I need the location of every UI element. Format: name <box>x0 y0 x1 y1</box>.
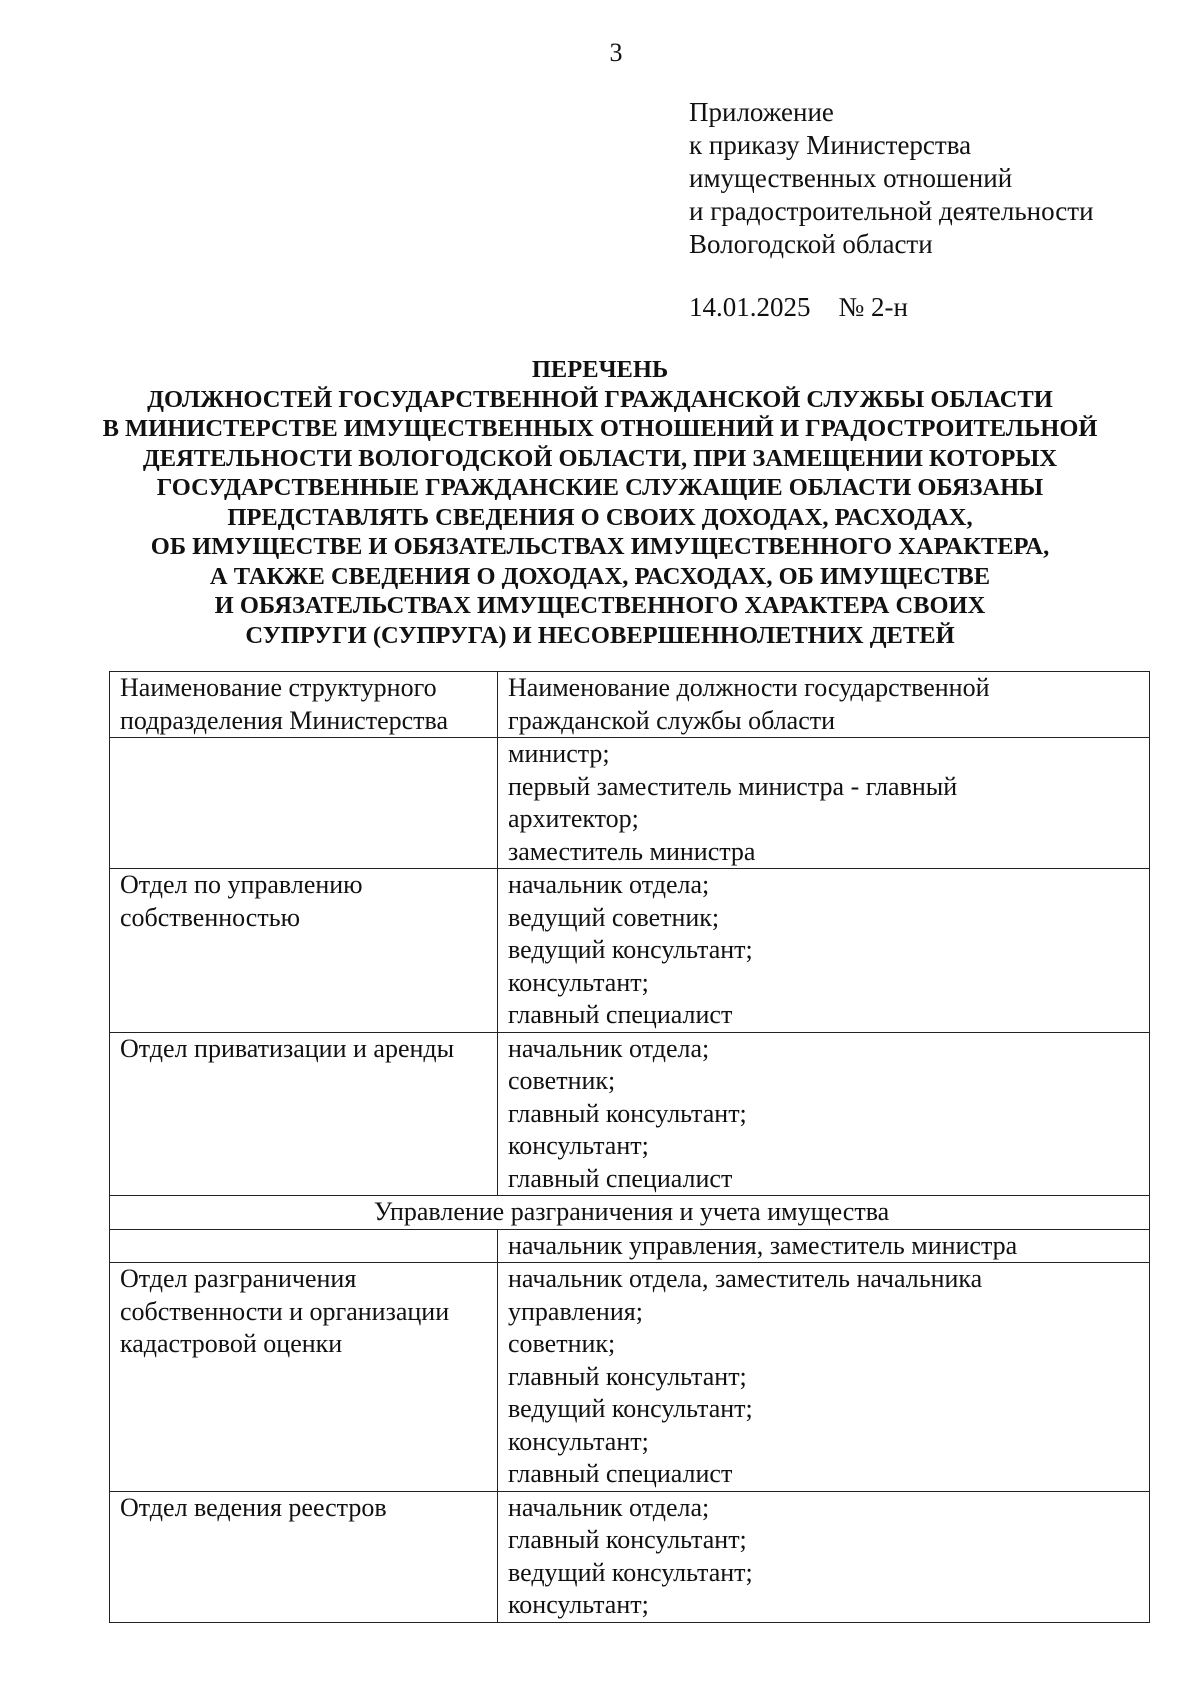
heading-line: ДОЛЖНОСТЕЙ ГОСУДАРСТВЕННОЙ ГРАЖДАНСКОЙ СЛУЖБЫ ОБЛАСТИ <box>147 385 1053 413</box>
positions-cell-line: главный консультант; <box>508 1098 747 1128</box>
unit-cell-line: Отдел ведения реестров <box>120 1492 387 1522</box>
positions-cell-line: начальник отдела, заместитель начальника <box>508 1264 983 1293</box>
positions-cell-line: министр; <box>508 739 610 768</box>
unit-cell-line: Отдел приватизации и аренды <box>120 1033 455 1063</box>
heading-line: В МИНИСТЕРСТВЕ ИМУЩЕСТВЕННЫХ ОТНОШЕНИЙ И ГРАДОСТРОИТЕЛЬНОЙ <box>102 415 1098 442</box>
positions-cell <box>498 1032 1150 1196</box>
heading-line: А ТАКЖЕ СВЕДЕНИЯ О ДОХОДАХ, РАСХОДАХ, ОБ ИМУЩЕСТВЕ <box>209 562 991 590</box>
positions-cell-line: консультант; <box>508 1590 649 1619</box>
positions-cell-line: главный консультант; <box>508 1361 747 1391</box>
positions-cell-line: архитектор; <box>508 804 639 833</box>
positions-cell-line: начальник управления, заместитель министра <box>508 1230 1018 1260</box>
header-unit-line: Наименование структурного <box>120 673 437 702</box>
positions-cell-line: управления; <box>508 1296 643 1326</box>
unit-cell-line: Отдел разграничения <box>120 1264 357 1293</box>
table-row <box>110 869 1150 1033</box>
unit-cell <box>110 869 498 1033</box>
appendix-line: и градостроительной деятельности <box>689 196 1094 226</box>
appendix-line: Приложение <box>689 97 834 127</box>
order-number: № 2-н <box>838 292 908 322</box>
positions-cell-line: ведущий консультант; <box>508 1394 753 1423</box>
table-row <box>110 738 1150 869</box>
unit-cell <box>110 1229 498 1263</box>
unit-cell <box>110 1491 498 1622</box>
positions-cell-line: начальник отдела; <box>508 870 710 899</box>
unit-cell-line: собственностью <box>120 902 300 932</box>
table-row <box>110 1229 1150 1263</box>
positions-cell-line: ведущий консультант; <box>508 935 753 964</box>
table-row <box>110 1263 1150 1492</box>
heading-line: ОБ ИМУЩЕСТВЕ И ОБЯЗАТЕЛЬСТВАХ ИМУЩЕСТВЕННОГО ХАРАКТЕРА, <box>150 533 1050 560</box>
unit-cell-line: Отдел по управлению <box>120 870 363 899</box>
header-position <box>498 672 1150 738</box>
positions-cell-line: ведущий консультант; <box>508 1557 753 1587</box>
positions-cell <box>498 1229 1150 1263</box>
positions-cell <box>498 738 1150 869</box>
positions-cell-line: главный специалист <box>508 1000 733 1029</box>
order-reference <box>689 292 908 323</box>
positions-cell-line: начальник отдела; <box>508 1033 710 1063</box>
unit-cell <box>110 1263 498 1492</box>
positions-cell-line: консультант; <box>508 1426 649 1456</box>
positions-cell-line: советник; <box>508 1066 616 1095</box>
table-row <box>110 1196 1150 1230</box>
positions-cell-line: ведущий советник; <box>508 902 720 932</box>
page-number: 3 <box>609 38 623 67</box>
positions-cell <box>498 1263 1150 1492</box>
positions-cell-line: советник; <box>508 1329 616 1358</box>
positions-cell-line: главный специалист <box>508 1163 733 1193</box>
appendix-line: Вологодской области <box>689 229 933 259</box>
order-date: 14.01.2025 <box>689 292 811 322</box>
positions-cell-line: главный специалист <box>508 1459 733 1488</box>
document-heading <box>0 355 1200 650</box>
positions-cell-line: консультант; <box>508 967 649 997</box>
unit-cell-line: кадастровой оценки <box>120 1329 343 1358</box>
heading-line: И ОБЯЗАТЕЛЬСТВАХ ИМУЩЕСТВЕННОГО ХАРАКТЕРА СВОИХ <box>214 592 986 619</box>
positions-cell-line: начальник отдела; <box>508 1492 710 1522</box>
positions-table <box>109 671 1150 1623</box>
heading-line: ГОСУДАРСТВЕННЫЕ ГРАЖДАНСКИЕ СЛУЖАЩИЕ ОБЛАСТИ ОБЯЗАНЫ <box>156 474 1044 501</box>
positions-cell <box>498 1491 1150 1622</box>
unit-cell <box>110 738 498 869</box>
positions-cell <box>498 869 1150 1033</box>
appendix-block <box>689 96 1094 261</box>
heading-line: ПЕРЕЧЕНЬ <box>531 356 669 383</box>
section-title: Управление разграничения и учета имущества <box>110 1196 1150 1230</box>
unit-cell-line: собственности и организации <box>120 1296 450 1326</box>
positions-cell-line: заместитель министра <box>508 836 756 866</box>
header-unit-line: подразделения Министерства <box>120 705 448 735</box>
header-position-line: Наименование должности государственной <box>508 673 990 702</box>
header-unit <box>110 672 498 738</box>
appendix-line: к приказу Министерства <box>689 130 972 160</box>
positions-cell-line: консультант; <box>508 1131 649 1160</box>
positions-cell-line: первый заместитель министра - главный <box>508 771 958 801</box>
heading-line: ПРЕДСТАВЛЯТЬ СВЕДЕНИЯ О СВОИХ ДОХОДАХ, РАСХОДАХ, <box>227 503 973 531</box>
positions-cell-line: главный консультант; <box>508 1525 747 1554</box>
table-row <box>110 1491 1150 1622</box>
header-position-line: гражданской службы области <box>508 705 836 735</box>
unit-cell <box>110 1032 498 1196</box>
table-header-row <box>110 672 1150 738</box>
appendix-line: имущественных отношений <box>689 163 1013 193</box>
table-row <box>110 1032 1150 1196</box>
heading-line: ДЕЯТЕЛЬНОСТИ ВОЛОГОДСКОЙ ОБЛАСТИ, ПРИ ЗАМЕЩЕНИИ КОТОРЫХ <box>142 444 1058 472</box>
heading-line: СУПРУГИ (СУПРУГА) И НЕСОВЕРШЕННОЛЕТНИХ ДЕТЕЙ <box>245 621 955 649</box>
